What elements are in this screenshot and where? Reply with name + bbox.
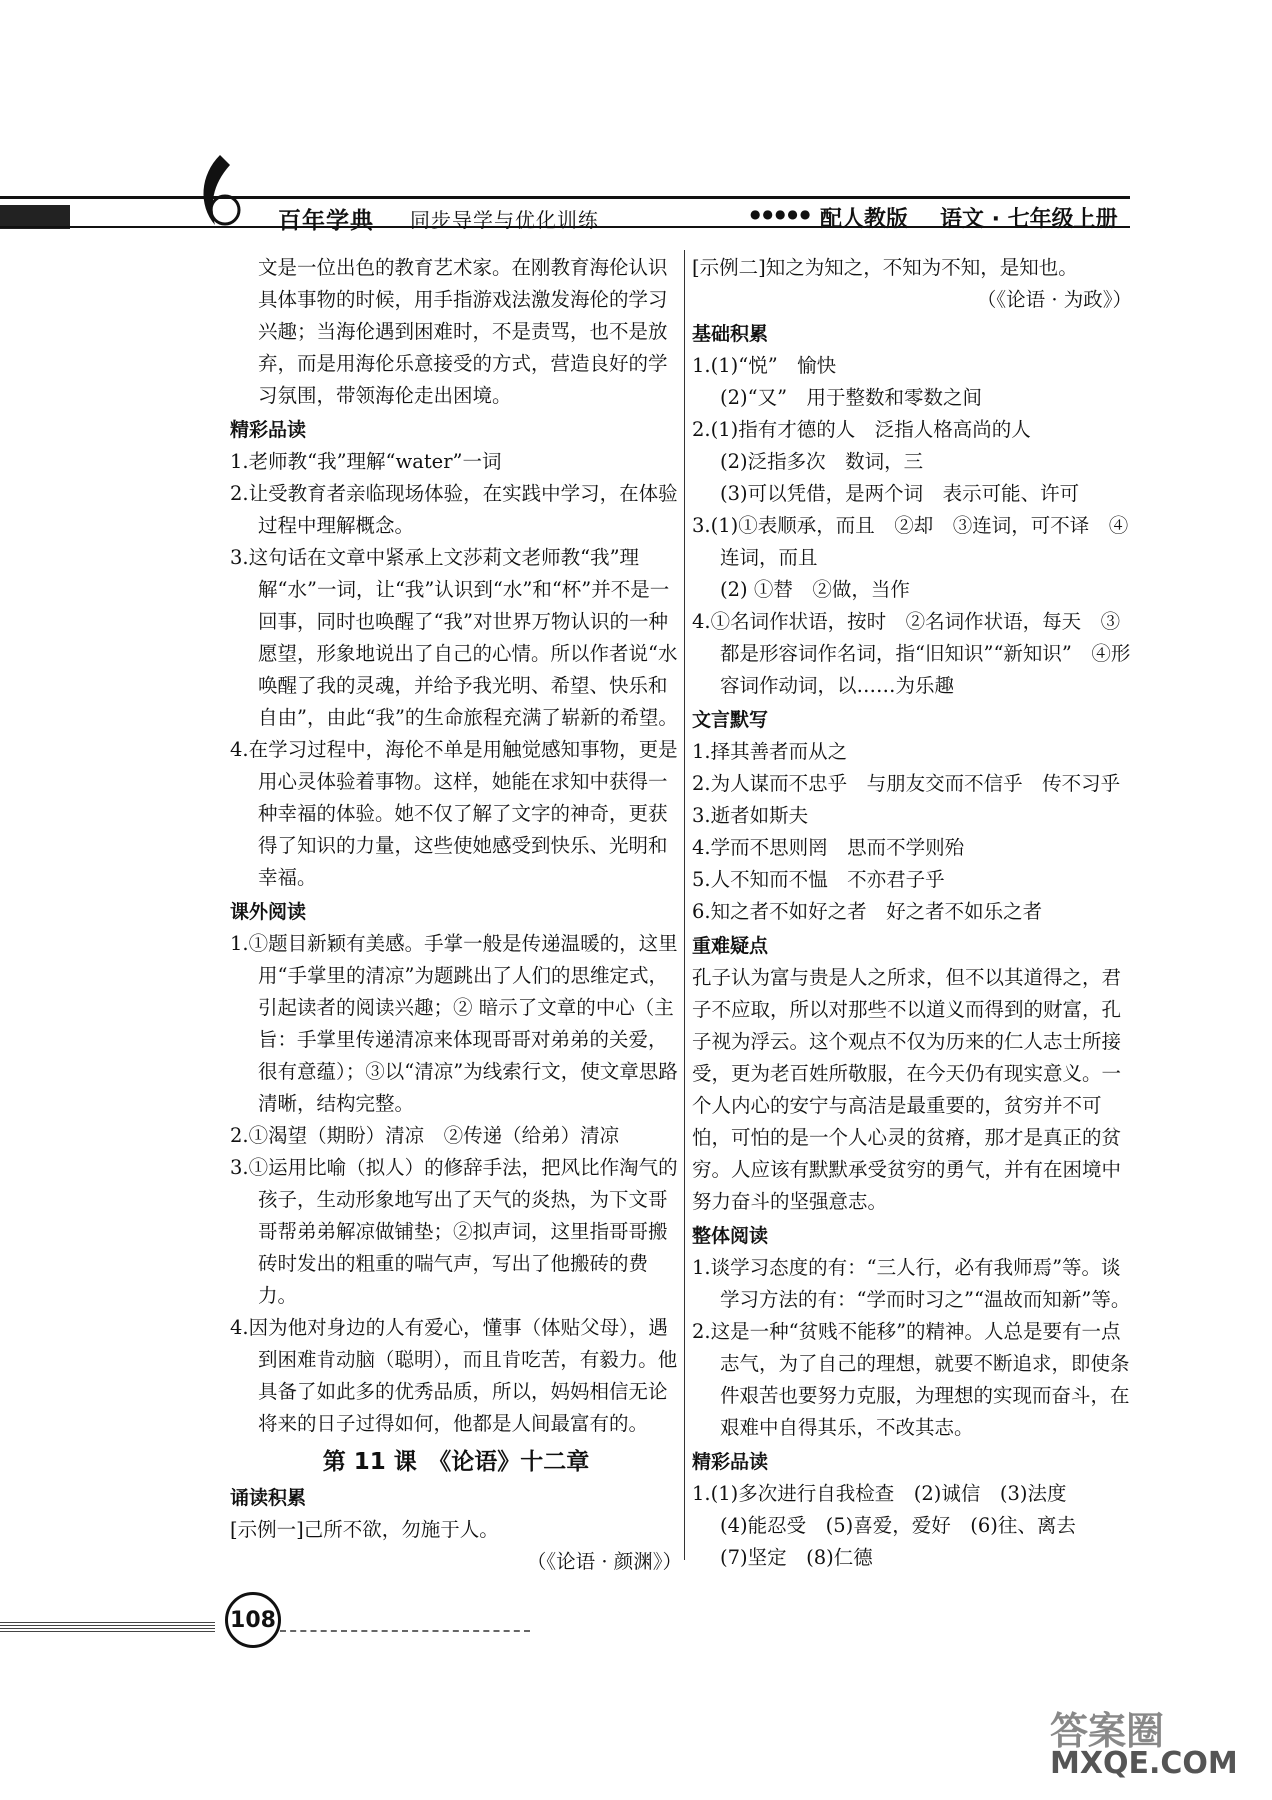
answer-paragraph: (3)可以凭借，是两个词 表示可能、许可 xyxy=(720,482,1080,505)
answer-paragraph: 2.让受教育者亲临现场体验，在实践中学习，在体验过程中理解概念。 xyxy=(230,482,678,537)
answer-paragraph: 4.在学习过程中，海伦不单是用触觉感知事物，更是用心灵体验着事物。这样，她能在求知中获得一种幸福的体验。她不仅了解了文字的神奇，更获得了知识的力量，这些使她感受到快乐、光明和幸福。 xyxy=(230,738,678,889)
section-heading: 课外阅读 xyxy=(230,901,307,923)
footer-decoration xyxy=(0,1620,215,1634)
header-dots: ●●●●● xyxy=(750,207,813,221)
answer-paragraph: 2.为人谋而不忠乎 与朋友交而不信乎 传不习乎 xyxy=(692,772,1121,795)
answer-paragraph: 2.这是一种“贫贱不能移”的精神。人总是要有一点志气，为了自己的理想，就要不断追求，即使条件艰苦也要努力克服，为理想的实现而奋斗，在艰难中自得其乐，不改其志。 xyxy=(692,1320,1130,1439)
answer-paragraph: 1.(1)多次进行自我检查 (2)诚信 (3)法度 xyxy=(692,1482,1067,1505)
answer-paragraph: [示例一]己所不欲，勿施于人。 xyxy=(230,1518,499,1541)
answer-paragraph: [示例二]知之为知之，不知为不知，是知也。 xyxy=(692,256,1078,279)
answer-paragraph: (2)“又” 用于整数和零数之间 xyxy=(720,386,983,409)
watermark-logo: 答案圈 xyxy=(1050,1709,1165,1753)
section-heading: 整体阅读 xyxy=(692,1225,769,1247)
answer-paragraph: 3.①运用比喻（拟人）的修辞手法，把风比作淘气的孩子，生动形象地写出了天气的炎热，为下文哥哥帮弟弟解凉做铺垫；②拟声词，这里指哥哥搬砖时发出的粗重的喘气声，写出了他搬砖的费力。 xyxy=(230,1156,678,1307)
answer-paragraph: 孔子认为富与贵是人之所求，但不以其道得之，君子不应取，所以对那些不以道义而得到的财富，孔子视为浮云。这个观点不仅为历来的仁人志士所接受，更为老百姓所敬服，在今天仍有现实意义。一个人内心的安宁与高洁是最重要的，贫穷并不可怕，可怕的是一个人心灵的贫瘠，那才是真正的贫穷。人应该有默默承受贫穷的勇气，并有在困境中努力奋斗的坚强意志。 xyxy=(692,966,1122,1213)
answer-paragraph: 文是一位出色的教育艺术家。在刚教育海伦认识具体事物的时候，用手指游戏法激发海伦的学习兴趣；当海伦遇到困难时，不是责骂，也不是放弃，而是用海伦乐意接受的方式，营造良好的学习氛围，带领海伦走出困境。 xyxy=(258,256,668,407)
watermark-url: MXQE.COM xyxy=(1050,1746,1238,1781)
answer-paragraph: 4.学而不思则罔 思而不学则殆 xyxy=(692,836,965,859)
answer-paragraph: 3.这句话在文章中紧承上文莎莉文老师教“我”理解“水”一词，让“我”认识到“水”和“杯”并不是一回事，同时也唤醒了“我”对世界万物认识的一种愿望，形象地说出了自己的心情。所以作者说“水唤醒了我的灵魂，并给予我光明、希望、快乐和自由”，由此“我”的生命旅程充满了崭新的希望。 xyxy=(230,546,678,729)
header-rule-top xyxy=(0,196,1130,199)
section-heading: 精彩品读 xyxy=(230,419,307,441)
section-heading: 重难疑点 xyxy=(692,935,769,957)
answer-paragraph: 1.(1)“悦” 愉快 xyxy=(692,354,837,377)
answer-paragraph: 3.(1)①表顺承，而且 ②却 ③连词，可不译 ④连词，而且 xyxy=(692,514,1129,569)
section-heading: 精彩品读 xyxy=(692,1451,769,1473)
answer-paragraph: 1.老师教“我”理解“water”一词 xyxy=(230,450,502,473)
answer-paragraph: 2.(1)指有才德的人 泛指人格高尚的人 xyxy=(692,418,1031,441)
section-heading: 文言默写 xyxy=(692,709,769,731)
section-heading: 基础积累 xyxy=(692,323,769,345)
answer-paragraph: 4.①名词作状语，按时 ②名词作状语，每天 ③都是形容词作名词，指“旧知识”“新知识” ④形容词作动词，以……为乐趣 xyxy=(692,610,1131,697)
answer-paragraph: 1.择其善者而从之 xyxy=(692,740,848,763)
answer-paragraph: (4)能忍受 (5)喜爱，爱好 (6)往、离去 xyxy=(720,1514,1076,1537)
source-citation: （《论语 · 为政》） xyxy=(976,288,1132,311)
lesson-title: 第 11 课 《论语》十二章 xyxy=(322,1449,590,1475)
answer-paragraph: 6.知之者不如好之者 好之者不如乐之者 xyxy=(692,900,1043,923)
column-divider xyxy=(684,250,685,1560)
answer-paragraph: 1.谈学习态度的有：“三人行，必有我师焉”等。谈学习方法的有：“学而时习之”“温故而知新”等。 xyxy=(692,1256,1131,1311)
answer-paragraph: (2)泛指多次 数词，三 xyxy=(720,450,924,473)
answer-paragraph: 4.因为他对身边的人有爱心，懂事（体贴父母），遇到困难肯动脑（聪明），而且肯吃苦，有毅力。他具备了如此多的优秀品质，所以，妈妈相信无论将来的日子过得如何，他都是人间最富有的。 xyxy=(230,1316,678,1435)
series-subtitle: 同步导学与优化训练 xyxy=(410,208,599,232)
answer-paragraph: (7)坚定 (8)仁德 xyxy=(720,1546,873,1569)
subject-label: 语文 · 七年级上册 xyxy=(940,207,1118,232)
answer-paragraph: 2.①渴望（期盼）清凉 ②传递（给弟）清凉 xyxy=(230,1124,620,1147)
right-column xyxy=(692,252,1132,1574)
left-column xyxy=(230,252,682,1578)
footer-dashed-line xyxy=(280,1630,530,1632)
feather-logo-icon xyxy=(180,150,260,230)
section-heading: 诵读积累 xyxy=(230,1487,307,1509)
answer-paragraph: 1.①题目新颖有美感。手掌一般是传递温暖的，这里用“手掌里的清凉”为题跳出了人们的思维定式，引起读者的阅读兴趣；② 暗示了文章的中心（主旨：手掌里传递清凉来体现哥哥对弟弟的关爱，很有意蕴）；③以“清凉”为线索行文，使文章思路清晰，结构完整。 xyxy=(230,932,678,1115)
source-citation: （《论语 · 颜渊》） xyxy=(526,1550,682,1573)
answer-paragraph: 5.人不知而不愠 不亦君子乎 xyxy=(692,868,945,891)
edition-label: 配人教版 xyxy=(820,207,909,232)
series-title: 百年学典 xyxy=(278,208,374,234)
answer-paragraph: (2) ①替 ②做，当作 xyxy=(720,578,910,601)
answer-paragraph: 3.逝者如斯夫 xyxy=(692,804,809,827)
page-number: 108 xyxy=(225,1592,281,1648)
